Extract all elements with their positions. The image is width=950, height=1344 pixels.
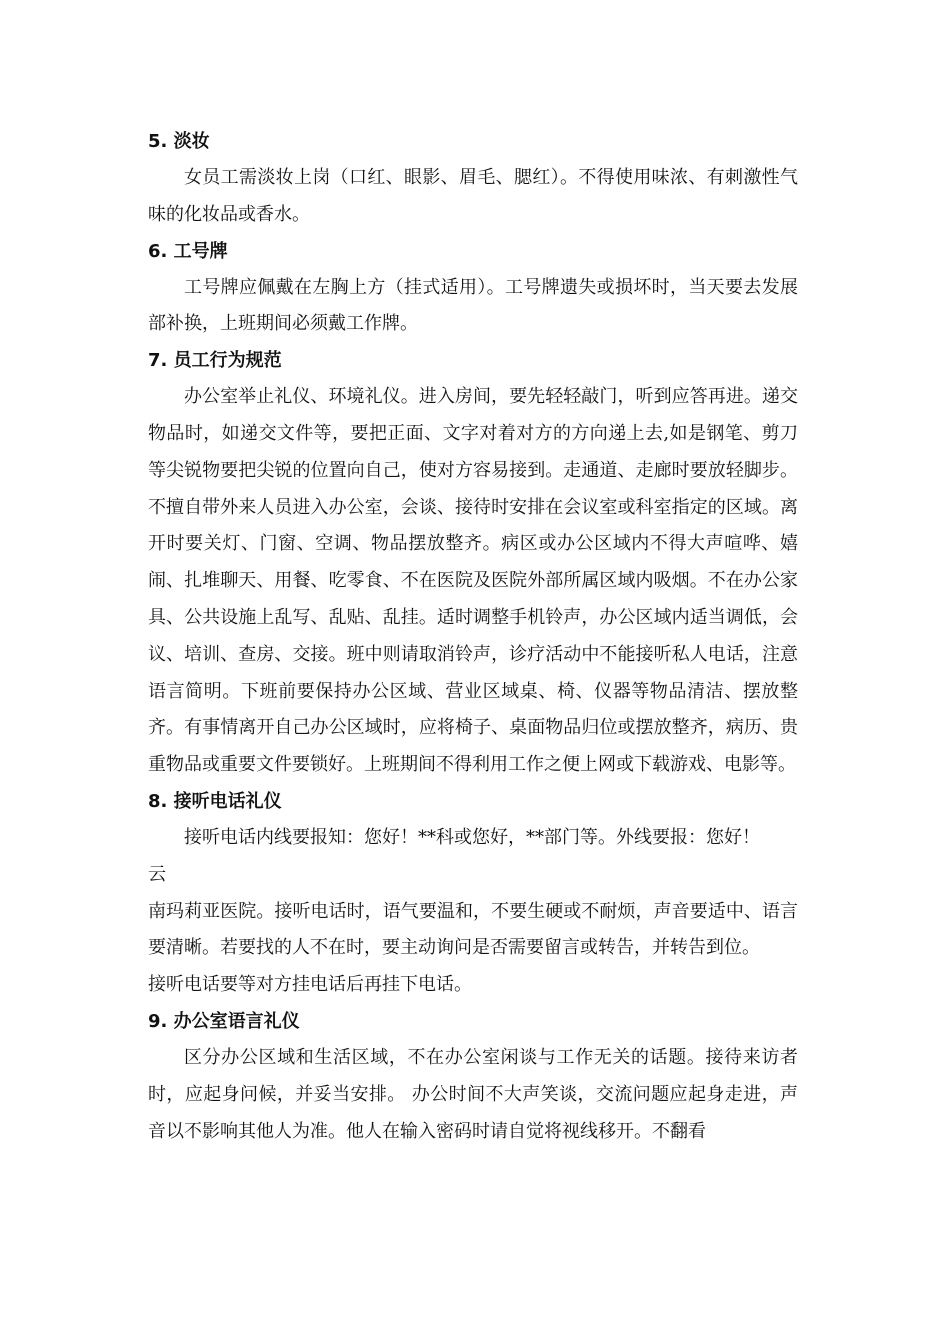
section-heading: 7. 员工行为规范 [148,350,282,372]
section-line: 接听电话要等对方挂电话后再挂下电话。 [148,974,472,996]
section-heading: 9. 办公室语言礼仪 [148,1010,300,1032]
section-heading: 5. 淡妆 [148,131,210,152]
document-page [148,124,798,1150]
section-paragraph: 女员工需淡妆上岗（口红、眼影、眉毛、腮红）。不得使用味浓、有刺激性气味的化妆品或香水。 [148,167,798,225]
section-paragraph: 工号牌应佩戴在左胸上方（挂式适用）。工号牌遗失或损坏时，当天要去发展部补换，上班期间必须戴工作牌。 [148,276,798,335]
section-heading: 6. 工号牌 [148,240,228,262]
section-paragraph: 南玛莉亚医院。接听电话时，语气要温和，不要生硬或不耐烦，声音要适中、语言要清晰。若要找的人不在时，要主动询问是否需要留言或转告，并转告到位。 [148,900,798,959]
section-line: 接听电话内线要报知：您好！**科或您好，**部门等。外线要报：您好！ [184,826,760,848]
section-paragraph: 区分办公区域和生活区域，不在办公室闲谈与工作无关的话题。接待来访者时，应起身问候，并妥当安排。 办公时间不大声笑谈，交流问题应起身走进，声音以不影响其他人为准。他人在输入密码时请自觉将视线移开。不翻看 [148,1046,798,1142]
section-heading: 8. 接听电话礼仪 [148,790,282,812]
section-paragraph: 办公室举止礼仪、环境礼仪。进入房间，要先轻轻敲门，听到应答再进。递交物品时，如递交文件等，要把正面、文字对着对方的方向递上去,如是钢笔、剪刀等尖锐物要把尖锐的位置向自己，使对方容易接到。走通道、走廊时要放轻脚步。不擅自带外来人员进入办公室，会谈、接待时安排在会议室或科室指定的区域。离开时要关灯、门窗、空调、物品摆放整齐。病区或办公区域内不得大声喧哗、嬉闹、扎堆聊天、用餐、吃零食、不在医院及医院外部所属区域内吸烟。不在办公家具、公共设施上乱写、乱贴、乱挂。适时调整手机铃声，办公区域内适当调低，会议、培训、查房、交接。班中则请取消铃声，诊疗活动中不能接听私人电话，注意语言简明。下班前要保持办公区域、营业区域桌、椅、仪器等物品清洁、摆放整齐。有事情离开自己办公区域时，应将椅子、桌面物品归位或摆放整齐，病历、贵重物品或重要文件要锁好。上班期间不得利用工作之便上网或下载游戏、电影等。 [148,386,798,776]
section-line: 云 [148,863,166,885]
